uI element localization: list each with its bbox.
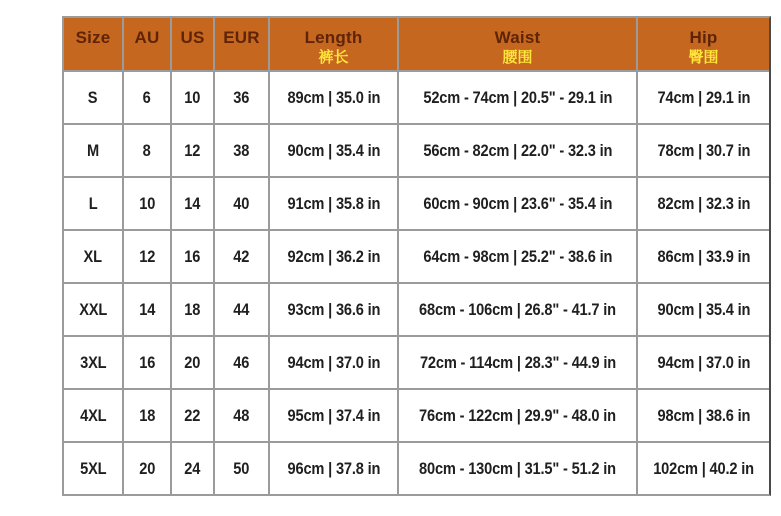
column-header-size bbox=[64, 18, 122, 70]
cell-text: 14 bbox=[184, 193, 201, 213]
size-chart-table bbox=[62, 16, 771, 496]
cell-text: 102cm | 40.2 in bbox=[653, 458, 754, 478]
measurement-cell bbox=[638, 337, 769, 388]
measurement-cell bbox=[172, 178, 213, 229]
measurement-cell bbox=[270, 390, 397, 441]
cell-text: 14 bbox=[139, 299, 155, 319]
size-label-cell bbox=[64, 284, 122, 335]
cell-text: 96cm | 37.8 in bbox=[287, 458, 380, 478]
column-header-label: AU bbox=[134, 28, 160, 47]
measurement-cell bbox=[638, 125, 769, 176]
cell-text: 42 bbox=[233, 246, 250, 266]
column-header-label: Waist bbox=[494, 28, 541, 47]
measurement-cell bbox=[172, 284, 213, 335]
cell-text: 22 bbox=[184, 405, 201, 425]
cell-text: 10 bbox=[139, 193, 155, 213]
measurement-cell bbox=[215, 125, 268, 176]
cell-text: 50 bbox=[233, 458, 250, 478]
measurement-cell bbox=[638, 284, 769, 335]
measurement-cell bbox=[270, 231, 397, 282]
measurement-cell bbox=[172, 125, 213, 176]
cell-text: 38 bbox=[233, 140, 250, 160]
cell-text: 6 bbox=[143, 87, 151, 107]
column-header-label: EUR bbox=[223, 28, 260, 47]
measurement-cell bbox=[124, 443, 170, 494]
cell-text: 36 bbox=[233, 87, 250, 107]
measurement-cell bbox=[124, 284, 170, 335]
column-header-label: Length bbox=[304, 28, 363, 47]
measurement-cell bbox=[215, 337, 268, 388]
cell-text: 56cm - 82cm | 22.0" - 32.3 in bbox=[423, 140, 612, 160]
cell-text: 18 bbox=[184, 299, 201, 319]
size-label-cell bbox=[64, 337, 122, 388]
measurement-cell bbox=[638, 443, 769, 494]
cell-text: 89cm | 35.0 in bbox=[287, 87, 380, 107]
measurement-cell bbox=[124, 178, 170, 229]
cell-text: 4XL bbox=[79, 405, 107, 425]
cell-text: 90cm | 35.4 in bbox=[287, 140, 380, 160]
cell-text: 24 bbox=[184, 458, 201, 478]
cell-text: 64cm - 98cm | 25.2" - 38.6 in bbox=[423, 246, 612, 266]
measurement-cell bbox=[172, 72, 213, 123]
measurement-cell bbox=[399, 443, 636, 494]
measurement-cell bbox=[124, 390, 170, 441]
measurement-cell bbox=[270, 178, 397, 229]
column-header-label: Size bbox=[75, 28, 111, 47]
cell-text: 20 bbox=[139, 458, 155, 478]
measurement-cell bbox=[172, 390, 213, 441]
cell-text: 40 bbox=[233, 193, 250, 213]
measurement-cell bbox=[270, 125, 397, 176]
measurement-cell bbox=[215, 284, 268, 335]
cell-text: 68cm - 106cm | 26.8" - 41.7 in bbox=[419, 299, 616, 319]
measurement-cell bbox=[399, 284, 636, 335]
cell-text: 78cm | 30.7 in bbox=[657, 140, 750, 160]
measurement-cell bbox=[124, 231, 170, 282]
cell-text: 46 bbox=[233, 352, 250, 372]
measurement-cell bbox=[215, 178, 268, 229]
measurement-cell bbox=[270, 337, 397, 388]
cell-text: 86cm | 33.9 in bbox=[657, 246, 750, 266]
column-header-hip bbox=[638, 18, 769, 70]
measurement-cell bbox=[270, 284, 397, 335]
measurement-cell bbox=[399, 72, 636, 123]
cell-text: 95cm | 37.4 in bbox=[287, 405, 380, 425]
column-header-waist bbox=[399, 18, 636, 70]
size-label-cell bbox=[64, 390, 122, 441]
column-header-us bbox=[172, 18, 213, 70]
cell-text: 10 bbox=[184, 87, 201, 107]
measurement-cell bbox=[270, 72, 397, 123]
cell-text: 16 bbox=[184, 246, 201, 266]
cell-text: M bbox=[86, 140, 100, 160]
measurement-cell bbox=[215, 231, 268, 282]
size-label-cell bbox=[64, 178, 122, 229]
measurement-cell bbox=[215, 390, 268, 441]
cell-text: XXL bbox=[79, 299, 107, 319]
cell-text: 94cm | 37.0 in bbox=[287, 352, 380, 372]
cell-text: 74cm | 29.1 in bbox=[657, 87, 750, 107]
measurement-cell bbox=[215, 72, 268, 123]
measurement-cell bbox=[638, 390, 769, 441]
cell-text: 92cm | 36.2 in bbox=[287, 246, 380, 266]
measurement-cell bbox=[124, 72, 170, 123]
measurement-cell bbox=[399, 231, 636, 282]
cell-text: 72cm - 114cm | 28.3" - 44.9 in bbox=[419, 352, 616, 372]
cell-text: L bbox=[88, 193, 98, 213]
cell-text: 20 bbox=[184, 352, 201, 372]
cell-text: 93cm | 36.6 in bbox=[287, 299, 380, 319]
measurement-cell bbox=[399, 178, 636, 229]
cell-text: 18 bbox=[139, 405, 155, 425]
cell-text: 52cm - 74cm | 20.5" - 29.1 in bbox=[423, 87, 612, 107]
column-header-length bbox=[270, 18, 397, 70]
column-header-au bbox=[124, 18, 170, 70]
cell-text: 12 bbox=[139, 246, 155, 266]
column-header-chinese-label: 裤长 bbox=[318, 49, 349, 66]
cell-text: 90cm | 35.4 in bbox=[657, 299, 750, 319]
measurement-cell bbox=[399, 125, 636, 176]
size-label-cell bbox=[64, 125, 122, 176]
cell-text: 98cm | 38.6 in bbox=[657, 405, 750, 425]
cell-text: 80cm - 130cm | 31.5" - 51.2 in bbox=[419, 458, 616, 478]
size-label-cell bbox=[64, 443, 122, 494]
cell-text: 60cm - 90cm | 23.6" - 35.4 in bbox=[423, 193, 612, 213]
cell-text: S bbox=[88, 87, 98, 107]
measurement-cell bbox=[399, 337, 636, 388]
measurement-cell bbox=[172, 231, 213, 282]
cell-text: 91cm | 35.8 in bbox=[287, 193, 380, 213]
column-header-label: US bbox=[180, 28, 205, 47]
cell-text: 76cm - 122cm | 29.9" - 48.0 in bbox=[419, 405, 616, 425]
cell-text: 5XL bbox=[79, 458, 107, 478]
column-header-chinese-label: 臀围 bbox=[688, 49, 719, 66]
measurement-cell bbox=[638, 72, 769, 123]
measurement-cell bbox=[638, 231, 769, 282]
measurement-cell bbox=[215, 443, 268, 494]
measurement-cell bbox=[124, 337, 170, 388]
cell-text: 44 bbox=[233, 299, 250, 319]
measurement-cell bbox=[399, 390, 636, 441]
cell-text: 94cm | 37.0 in bbox=[657, 352, 750, 372]
measurement-cell bbox=[124, 125, 170, 176]
column-header-eur bbox=[215, 18, 268, 70]
measurement-cell bbox=[270, 443, 397, 494]
cell-text: 12 bbox=[184, 140, 201, 160]
cell-text: 16 bbox=[139, 352, 155, 372]
cell-text: 8 bbox=[143, 140, 151, 160]
measurement-cell bbox=[172, 337, 213, 388]
measurement-cell bbox=[172, 443, 213, 494]
column-header-chinese-label: 腰围 bbox=[502, 49, 533, 66]
cell-text: 3XL bbox=[79, 352, 107, 372]
measurement-cell bbox=[638, 178, 769, 229]
size-label-cell bbox=[64, 231, 122, 282]
cell-text: 82cm | 32.3 in bbox=[657, 193, 750, 213]
size-label-cell bbox=[64, 72, 122, 123]
column-header-label: Hip bbox=[689, 28, 718, 47]
cell-text: 48 bbox=[233, 405, 250, 425]
cell-text: XL bbox=[83, 246, 103, 266]
